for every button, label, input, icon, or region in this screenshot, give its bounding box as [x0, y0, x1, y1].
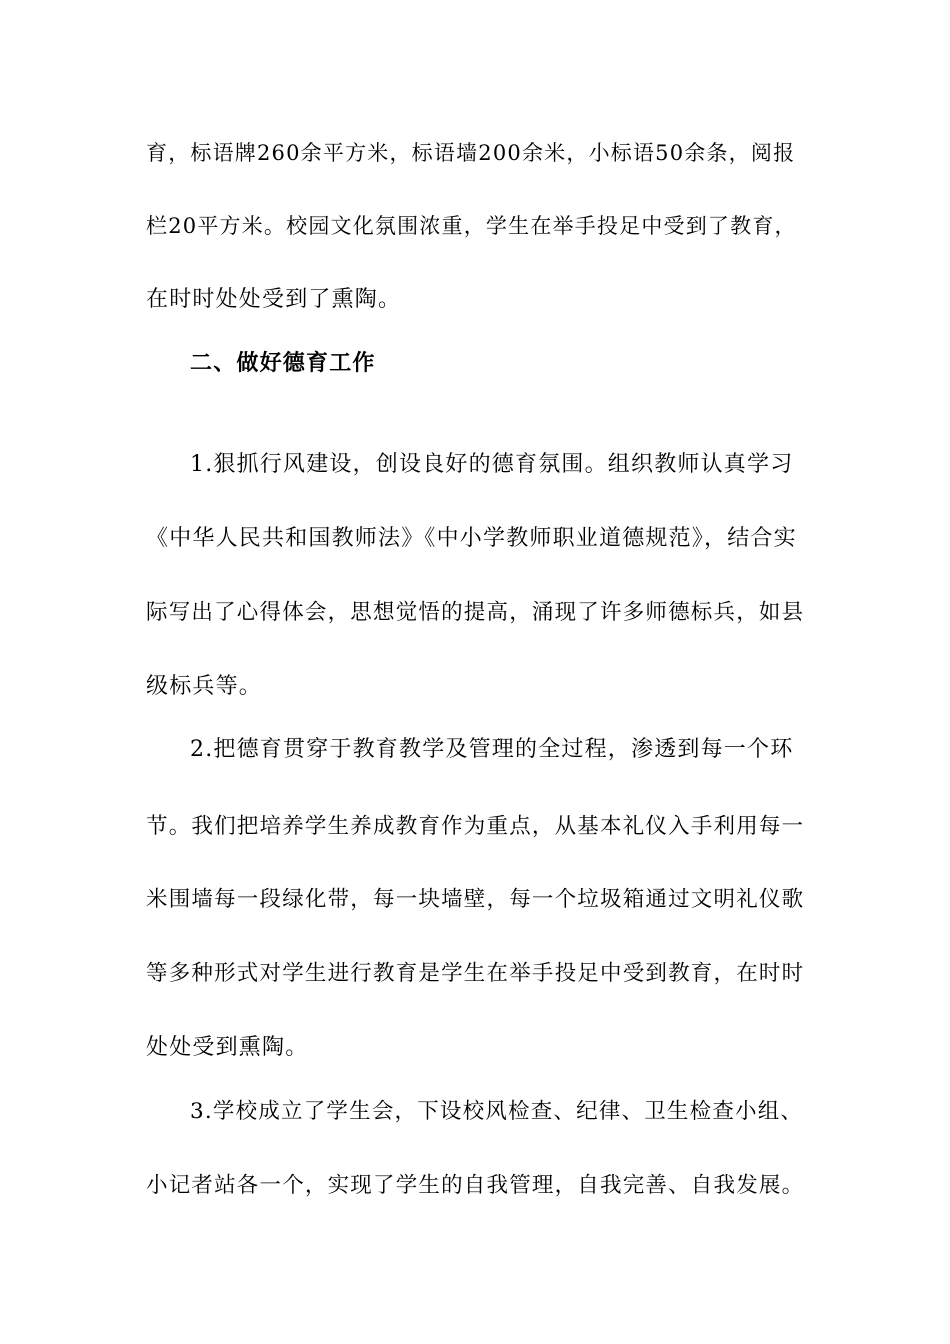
text-line: 际写出了心得体会，思想觉悟的提高，涌现了许多师德标兵，如县 — [146, 600, 805, 625]
text-line: 等多种形式对学生进行教育是学生在举手投足中受到教育，在时时 — [146, 961, 805, 986]
text-line: 在时时处处受到了熏陶。 — [146, 287, 402, 312]
text-line: 米围墙每一段绿化带，每一块墙壁，每一个垃圾箱通过文明礼仪歌 — [146, 887, 805, 912]
text-line: 2.把德育贯穿于教育教学及管理的全过程，渗透到每一个环 — [190, 737, 794, 762]
text-line: 1.狠抓行风建设，创设良好的德育氛围。组织教师认真学习 — [190, 452, 794, 477]
text-line: 育，标语牌260余平方米，标语墙200余米，小标语50余条，阅报 — [146, 141, 796, 165]
text-line: 《中华人民共和国教师法》《中小学教师职业道德规范》，结合实 — [146, 526, 797, 551]
text-line: 级标兵等。 — [146, 674, 263, 699]
text-line: 处处受到熏陶。 — [146, 1035, 309, 1060]
text-line: 3.学校成立了学生会，下设校风检查、纪律、卫生检查小组、 — [190, 1099, 804, 1124]
section-heading: 二、做好德育工作 — [190, 350, 376, 376]
text-line: 节。我们把培养学生养成教育作为重点，从基本礼仪入手利用每一 — [146, 814, 805, 839]
text-line: 小记者站各一个，实现了学生的自我管理，自我完善、自我发展。 — [146, 1173, 805, 1198]
text-line: 栏20平方米。校园文化氛围浓重，学生在举手投足中受到了教育， — [146, 214, 797, 238]
